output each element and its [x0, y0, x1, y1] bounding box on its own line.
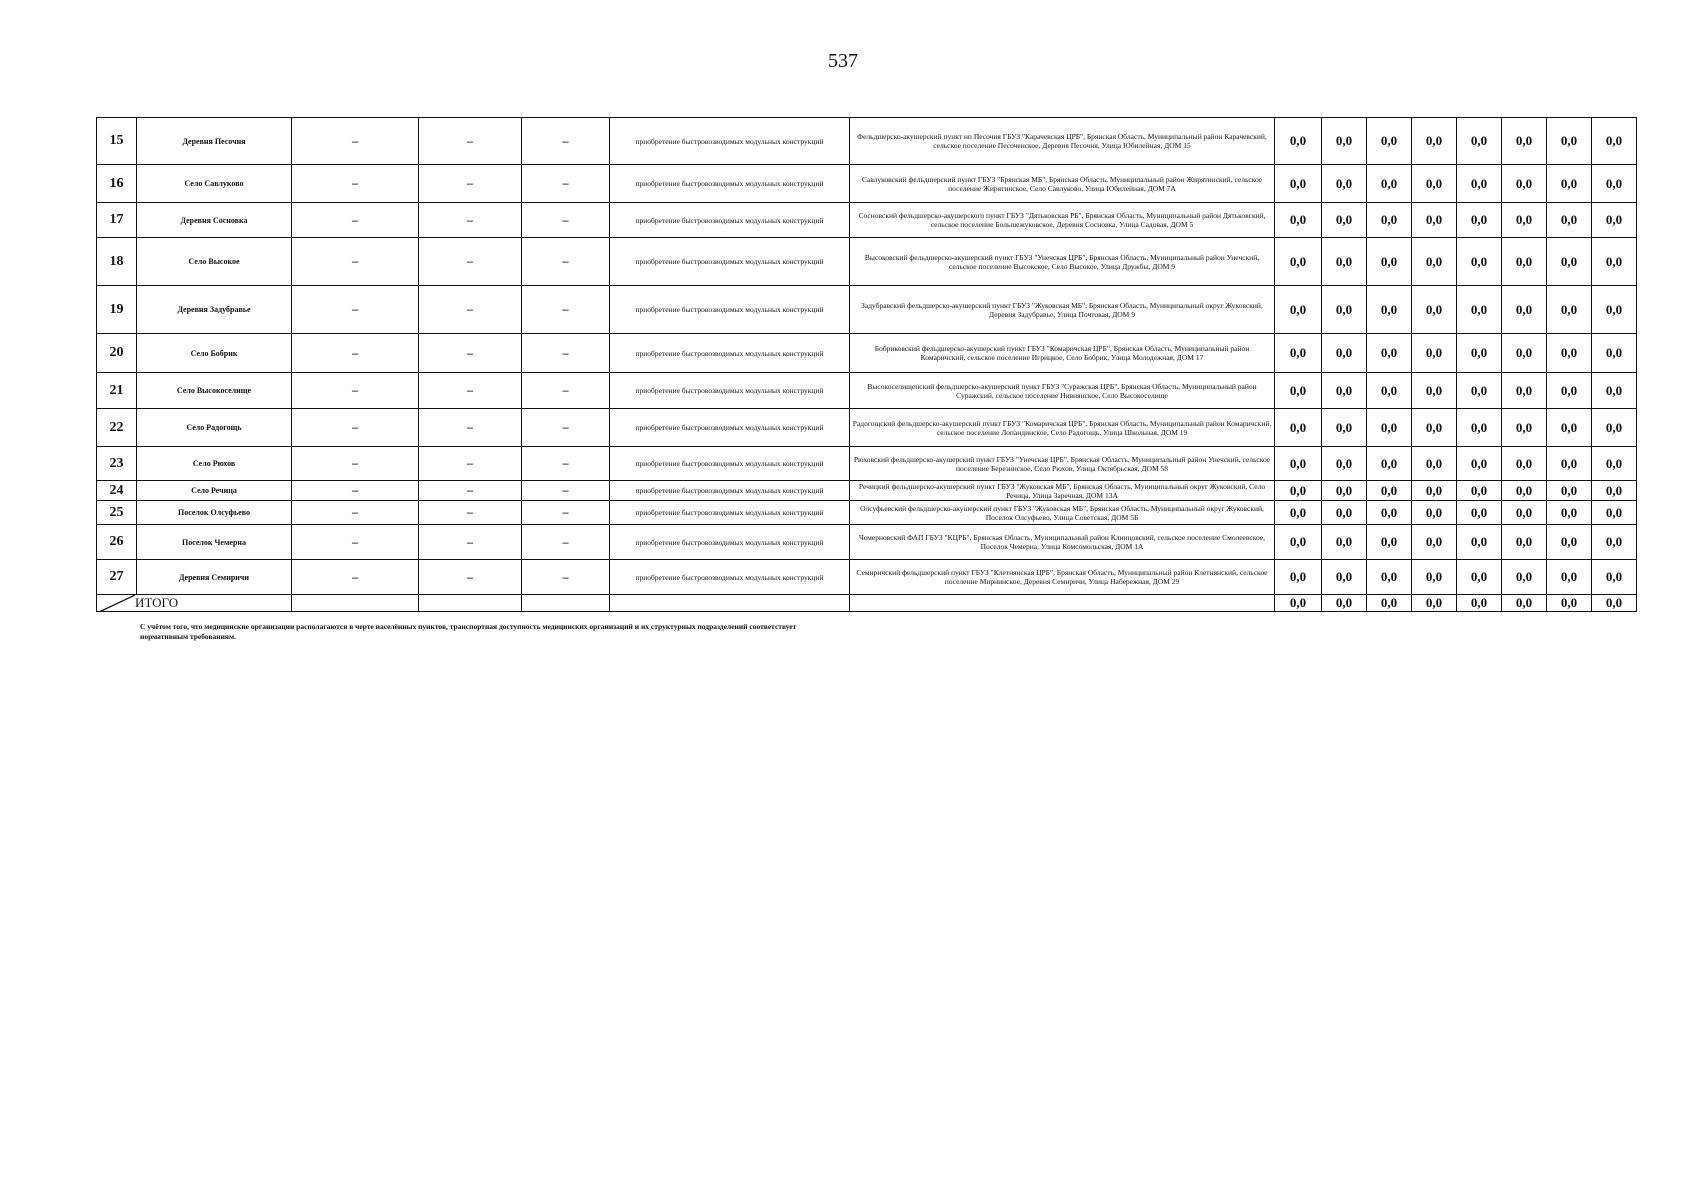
value-cell: 0,0 [1592, 334, 1637, 373]
value-cell: 0,0 [1275, 525, 1322, 560]
settlement-name: Деревня Песочня [137, 118, 292, 165]
empty-cell: – [292, 447, 419, 481]
empty-cell: – [292, 560, 419, 595]
facility-address: Речицкий фельдшерско-акушерский пункт ГБУЗ "Жуковская МБ", Брянская Область, Муниципальный округ Жуковский, Село Речица, Улица Заречная, ДОМ 13А [850, 481, 1275, 501]
table-row [97, 373, 1637, 409]
empty-cell: – [419, 560, 522, 595]
value-cell: 0,0 [1502, 286, 1547, 334]
value-cell: 0,0 [1412, 286, 1457, 334]
value-cell: 0,0 [1547, 525, 1592, 560]
empty-cell [610, 595, 850, 612]
value-cell: 0,0 [1457, 560, 1502, 595]
value-cell: 0,0 [1275, 409, 1322, 447]
value-cell: 0,0 [1412, 238, 1457, 286]
value-cell: 0,0 [1547, 238, 1592, 286]
value-cell: 0,0 [1367, 481, 1412, 501]
empty-cell: – [522, 447, 610, 481]
measure-text: приобретение быстровозводимых модульных конструкций [610, 525, 850, 560]
empty-cell: – [522, 525, 610, 560]
total-row [97, 595, 1637, 612]
row-number: 26 [97, 525, 137, 560]
empty-cell [292, 595, 419, 612]
measure-text: приобретение быстровозводимых модульных конструкций [610, 286, 850, 334]
value-cell: 0,0 [1547, 409, 1592, 447]
empty-cell: – [292, 203, 419, 238]
value-cell: 0,0 [1412, 118, 1457, 165]
total-value-cell: 0,0 [1547, 595, 1592, 612]
value-cell: 0,0 [1322, 447, 1367, 481]
row-number: 18 [97, 238, 137, 286]
empty-cell: – [522, 501, 610, 525]
row-number: 19 [97, 286, 137, 334]
value-cell: 0,0 [1412, 560, 1457, 595]
value-cell: 0,0 [1367, 286, 1412, 334]
value-cell: 0,0 [1592, 238, 1637, 286]
value-cell: 0,0 [1322, 203, 1367, 238]
value-cell: 0,0 [1547, 373, 1592, 409]
value-cell: 0,0 [1322, 481, 1367, 501]
table-row [97, 165, 1637, 203]
value-cell: 0,0 [1457, 334, 1502, 373]
table-row [97, 286, 1637, 334]
empty-cell [850, 595, 1275, 612]
value-cell: 0,0 [1322, 409, 1367, 447]
empty-cell: – [292, 118, 419, 165]
value-cell: 0,0 [1457, 525, 1502, 560]
settlement-name: Деревня Семиричи [137, 560, 292, 595]
value-cell: 0,0 [1592, 118, 1637, 165]
measure-text: приобретение быстровозводимых модульных конструкций [610, 165, 850, 203]
facility-address: Высокоселищенский фельдшерско-акушерский пункт ГБУЗ "Суражская ЦРБ", Брянская Область, Муниципальный район Суражский, сельское поселение Нивнянское, Село Высокоселище [850, 373, 1275, 409]
empty-cell: – [522, 286, 610, 334]
empty-cell: – [522, 165, 610, 203]
table-grid [96, 117, 1637, 612]
table-row [97, 560, 1637, 595]
total-value-cell: 0,0 [1502, 595, 1547, 612]
empty-cell: – [419, 334, 522, 373]
total-value-cell: 0,0 [1592, 595, 1637, 612]
row-number: 23 [97, 447, 137, 481]
total-label [97, 595, 292, 612]
value-cell: 0,0 [1502, 501, 1547, 525]
value-cell: 0,0 [1547, 447, 1592, 481]
empty-cell: – [522, 238, 610, 286]
measure-text: приобретение быстровозводимых модульных конструкций [610, 560, 850, 595]
settlement-name: Село Бобрик [137, 334, 292, 373]
measure-text: приобретение быстровозводимых модульных конструкций [610, 447, 850, 481]
value-cell: 0,0 [1367, 560, 1412, 595]
empty-cell: – [522, 481, 610, 501]
table-row [97, 501, 1637, 525]
value-cell: 0,0 [1275, 481, 1322, 501]
empty-cell: – [522, 203, 610, 238]
facility-address: Высоковский фельдшерско-акушерский пункт ГБУЗ "Унечская ЦРБ", Брянская Область, Муниципальный район Унечский, сельское поселение Высокское, Село Высокое, Улица Дружбы, ДОМ 9 [850, 238, 1275, 286]
page-number: 537 [828, 50, 858, 72]
table-row [97, 118, 1637, 165]
value-cell: 0,0 [1322, 560, 1367, 595]
measure-text: приобретение быстровозводимых модульных конструкций [610, 501, 850, 525]
value-cell: 0,0 [1457, 409, 1502, 447]
value-cell: 0,0 [1502, 165, 1547, 203]
empty-cell: – [419, 238, 522, 286]
value-cell: 0,0 [1547, 165, 1592, 203]
empty-cell: – [419, 286, 522, 334]
value-cell: 0,0 [1367, 447, 1412, 481]
value-cell: 0,0 [1412, 165, 1457, 203]
row-number: 17 [97, 203, 137, 238]
value-cell: 0,0 [1547, 286, 1592, 334]
settlement-name: Деревня Сосновка [137, 203, 292, 238]
value-cell: 0,0 [1367, 118, 1412, 165]
value-cell: 0,0 [1457, 481, 1502, 501]
value-cell: 0,0 [1592, 560, 1637, 595]
settlement-name: Село Высокое [137, 238, 292, 286]
total-value-cell: 0,0 [1275, 595, 1322, 612]
value-cell: 0,0 [1275, 334, 1322, 373]
facility-address: Задубравский фельдшерско-акушерский пункт ГБУЗ "Жуковская МБ", Брянская Область, Муниципальный округ Жуковский, Деревня Задубравье, Улица Почтовая, ДОМ 9 [850, 286, 1275, 334]
empty-cell: – [292, 525, 419, 560]
table-row [97, 409, 1637, 447]
value-cell: 0,0 [1547, 118, 1592, 165]
empty-cell: – [292, 165, 419, 203]
settlement-name: Деревня Задубравье [137, 286, 292, 334]
empty-cell: – [292, 334, 419, 373]
value-cell: 0,0 [1592, 409, 1637, 447]
measure-text: приобретение быстровозводимых модульных конструкций [610, 481, 850, 501]
table-row [97, 447, 1637, 481]
value-cell: 0,0 [1322, 286, 1367, 334]
value-cell: 0,0 [1592, 286, 1637, 334]
value-cell: 0,0 [1322, 501, 1367, 525]
value-cell: 0,0 [1502, 481, 1547, 501]
value-cell: 0,0 [1412, 373, 1457, 409]
value-cell: 0,0 [1367, 238, 1412, 286]
value-cell: 0,0 [1502, 373, 1547, 409]
value-cell: 0,0 [1502, 118, 1547, 165]
value-cell: 0,0 [1322, 373, 1367, 409]
value-cell: 0,0 [1367, 501, 1412, 525]
value-cell: 0,0 [1322, 238, 1367, 286]
empty-cell: – [292, 409, 419, 447]
facility-address: Сосновский фельдшерско-акушерского пункт ГБУЗ "Дятьковская РБ", Брянская Область, Муниципальный район Дятьковский, сельское поселение Большежуковское, Деревня Сосновка, Улица Садовая, ДОМ 5 [850, 203, 1275, 238]
row-number: 25 [97, 501, 137, 525]
value-cell: 0,0 [1275, 203, 1322, 238]
measure-text: приобретение быстровозводимых модульных конструкций [610, 203, 850, 238]
value-cell: 0,0 [1275, 501, 1322, 525]
empty-cell: – [522, 409, 610, 447]
value-cell: 0,0 [1457, 501, 1502, 525]
value-cell: 0,0 [1367, 409, 1412, 447]
table-row [97, 525, 1637, 560]
empty-cell: – [419, 203, 522, 238]
facility-address: Бобриковский фельдшерско-акушерский пункт ГБУЗ "Комаричская ЦРБ", Брянская Область, Муниципальный район Комаричский, сельское поселение Игрицкое, Село Бобрик, Улица Молодежная, ДОМ 17 [850, 334, 1275, 373]
empty-cell: – [419, 447, 522, 481]
value-cell: 0,0 [1502, 409, 1547, 447]
settlement-name: Село Речица [137, 481, 292, 501]
value-cell: 0,0 [1367, 203, 1412, 238]
empty-cell: – [292, 373, 419, 409]
empty-cell: – [292, 286, 419, 334]
facility-address: Рюховский фельдшерско-акушерский пункт ГБУЗ "Унечская ЦРБ", Брянская Область, Муниципальный район Унечский, сельское поселение Березинское, Село Рюхов, Улица Октябрьская, ДОМ 58 [850, 447, 1275, 481]
value-cell: 0,0 [1547, 501, 1592, 525]
value-cell: 0,0 [1547, 334, 1592, 373]
value-cell: 0,0 [1592, 501, 1637, 525]
row-number: 21 [97, 373, 137, 409]
value-cell: 0,0 [1502, 447, 1547, 481]
empty-cell: – [419, 525, 522, 560]
value-cell: 0,0 [1502, 560, 1547, 595]
value-cell: 0,0 [1592, 165, 1637, 203]
empty-cell: – [292, 501, 419, 525]
value-cell: 0,0 [1457, 118, 1502, 165]
value-cell: 0,0 [1412, 481, 1457, 501]
value-cell: 0,0 [1275, 373, 1322, 409]
value-cell: 0,0 [1412, 525, 1457, 560]
table-body [97, 118, 1637, 612]
measure-text: приобретение быстровозводимых модульных конструкций [610, 118, 850, 165]
row-number: 22 [97, 409, 137, 447]
row-number: 27 [97, 560, 137, 595]
value-cell: 0,0 [1547, 203, 1592, 238]
empty-cell: – [419, 481, 522, 501]
value-cell: 0,0 [1412, 203, 1457, 238]
value-cell: 0,0 [1367, 373, 1412, 409]
measure-text: приобретение быстровозводимых модульных конструкций [610, 409, 850, 447]
value-cell: 0,0 [1592, 203, 1637, 238]
total-value-cell: 0,0 [1322, 595, 1367, 612]
facility-address: Радогощский фельдшерско-акушерский пункт ГБУЗ "Комаричская ЦРБ", Брянская Область, Муниципальный район Комаричский, сельское поселение Лопандинское, Село Радогощь, Улица Школьная, ДОМ 19 [850, 409, 1275, 447]
facility-address: Чемерновский ФАП ГБУЗ "КЦРБ", Брянская Область, Муниципальный район Клинцовский, сельское поселение Смолеевское, Поселок Чемерна, Улица Комсомольская, ДОМ 1А [850, 525, 1275, 560]
value-cell: 0,0 [1502, 203, 1547, 238]
value-cell: 0,0 [1322, 165, 1367, 203]
value-cell: 0,0 [1502, 525, 1547, 560]
measure-text: приобретение быстровозводимых модульных конструкций [610, 373, 850, 409]
settlement-name: Село Савлуково [137, 165, 292, 203]
table-row [97, 238, 1637, 286]
value-cell: 0,0 [1502, 334, 1547, 373]
value-cell: 0,0 [1367, 334, 1412, 373]
total-value-cell: 0,0 [1457, 595, 1502, 612]
value-cell: 0,0 [1592, 525, 1637, 560]
total-value-cell: 0,0 [1367, 595, 1412, 612]
settlement-name: Село Рюхов [137, 447, 292, 481]
empty-cell: – [419, 118, 522, 165]
row-number: 16 [97, 165, 137, 203]
diagonal-line [97, 595, 135, 612]
value-cell: 0,0 [1322, 525, 1367, 560]
empty-cell: – [292, 238, 419, 286]
value-cell: 0,0 [1412, 334, 1457, 373]
value-cell: 0,0 [1275, 118, 1322, 165]
empty-cell: – [419, 501, 522, 525]
data-table [96, 117, 1621, 612]
value-cell: 0,0 [1367, 165, 1412, 203]
empty-cell: – [522, 373, 610, 409]
settlement-name: Поселок Чемерна [137, 525, 292, 560]
value-cell: 0,0 [1412, 447, 1457, 481]
table-row [97, 481, 1637, 501]
settlement-name: Поселок Олсуфьево [137, 501, 292, 525]
settlement-name: Село Радогощь [137, 409, 292, 447]
value-cell: 0,0 [1457, 447, 1502, 481]
value-cell: 0,0 [1592, 481, 1637, 501]
value-cell: 0,0 [1275, 165, 1322, 203]
value-cell: 0,0 [1412, 409, 1457, 447]
value-cell: 0,0 [1367, 525, 1412, 560]
table-row [97, 203, 1637, 238]
value-cell: 0,0 [1275, 447, 1322, 481]
settlement-name: Село Высокоселище [137, 373, 292, 409]
row-number: 15 [97, 118, 137, 165]
value-cell: 0,0 [1275, 286, 1322, 334]
facility-address: Фельдшерско-акушерский пункт нп Песочня ГБУЗ "Карачевская ЦРБ", Брянская Область, Муниципальный район Карачевский, сельское поселение Песоченское, Деревня Песочня, Улица Юбилейная, ДОМ 15 [850, 118, 1275, 165]
value-cell: 0,0 [1412, 501, 1457, 525]
value-cell: 0,0 [1592, 373, 1637, 409]
value-cell: 0,0 [1322, 334, 1367, 373]
row-number: 24 [97, 481, 137, 501]
empty-cell: – [292, 481, 419, 501]
value-cell: 0,0 [1457, 203, 1502, 238]
empty-cell: – [522, 118, 610, 165]
value-cell: 0,0 [1457, 286, 1502, 334]
empty-cell: – [419, 409, 522, 447]
empty-cell [419, 595, 522, 612]
facility-address: Савлуковский фельдшерский пункт ГБУЗ "Брянская МБ", Брянская Область, Муниципальный район Жирятинский, сельское поселение Жирятинское, Село Савлуково, Улица Юбилейная, ДОМ 7А [850, 165, 1275, 203]
value-cell: 0,0 [1502, 238, 1547, 286]
empty-cell: – [419, 373, 522, 409]
value-cell: 0,0 [1275, 560, 1322, 595]
facility-address: Олсуфьевский фельдшерско-акушерский пункт ГБУЗ "Жуковская МБ", Брянская Область, Муниципальный округ Жуковский, Поселок Олсуфьево, Улица Советская, ДОМ 5Б [850, 501, 1275, 525]
empty-cell [522, 595, 610, 612]
value-cell: 0,0 [1457, 238, 1502, 286]
value-cell: 0,0 [1547, 481, 1592, 501]
value-cell: 0,0 [1592, 447, 1637, 481]
value-cell: 0,0 [1275, 238, 1322, 286]
value-cell: 0,0 [1457, 165, 1502, 203]
empty-cell: – [522, 334, 610, 373]
measure-text: приобретение быстровозводимых модульных конструкций [610, 238, 850, 286]
empty-cell: – [522, 560, 610, 595]
footnote: С учётом того, что медицинские организации располагаются в черте населённых пунктов, транспортная доступность медицинских организаций и их структурных подразделений соответствует нормативным требованиям. [140, 622, 797, 641]
facility-address: Семиричский фельдшерский пункт ГБУЗ "Клетнянская ЦРБ", Брянская Область, Муниципальный район Клетнянский, сельское поселение Мирнинское, Деревня Семиричи, Улица Набережная, ДОМ 29 [850, 560, 1275, 595]
value-cell: 0,0 [1547, 560, 1592, 595]
total-label-text: ИТОГО [135, 595, 179, 610]
measure-text: приобретение быстровозводимых модульных конструкций [610, 334, 850, 373]
total-value-cell: 0,0 [1412, 595, 1457, 612]
empty-cell: – [419, 165, 522, 203]
value-cell: 0,0 [1322, 118, 1367, 165]
row-number: 20 [97, 334, 137, 373]
table-row [97, 334, 1637, 373]
value-cell: 0,0 [1457, 373, 1502, 409]
